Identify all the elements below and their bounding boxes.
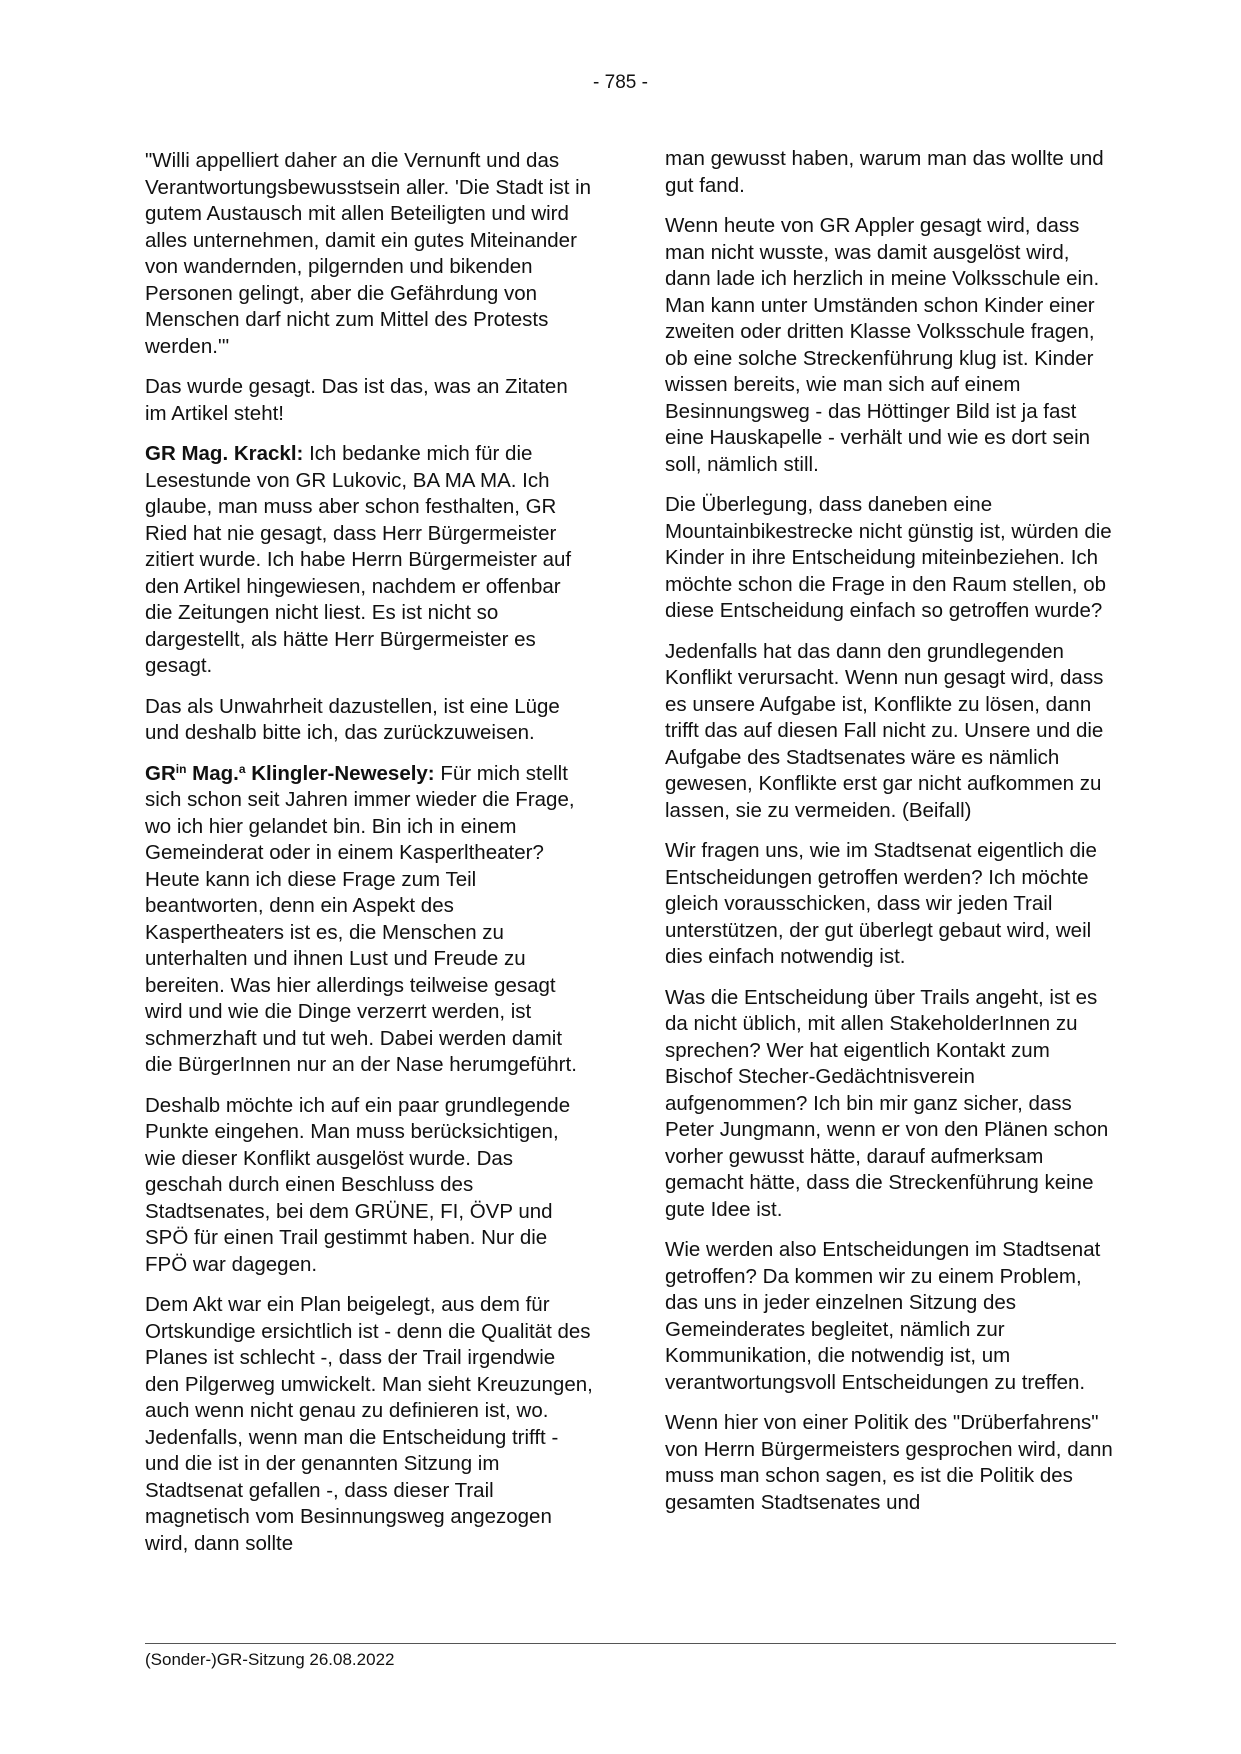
speaker-surname: Klingler-Newesely: bbox=[251, 761, 435, 785]
speaker-title-mag-suffix: a bbox=[238, 761, 246, 776]
speaker-title-gr: GR bbox=[145, 761, 176, 785]
speaker-title-gr-suffix: in bbox=[175, 761, 187, 776]
footer-session-date: (Sonder-)GR-Sitzung 26.08.2022 bbox=[145, 1650, 395, 1669]
paragraph: man gewusst haben, warum man das wollte und gut fand. bbox=[665, 147, 1104, 197]
paragraph: Wie werden also Entscheidungen im Stadtsenat getroffen? Da kommen wir zu einem Problem, das uns in jeder einzelnen Sitzung des Gemeinderates begleitet, nämlich zur Kommunikation, die notwendig ist, um verantwortungsvoll Entscheidungen zu treffen. bbox=[665, 1238, 1101, 1394]
page-number: - 785 - bbox=[593, 72, 648, 93]
paragraph: Die Überlegung, dass daneben eine Mountainbikestrecke nicht günstig ist, würden die Kinder in ihre Entscheidung miteinbeziehen. Ich möchte schon die Frage in den Raum stellen, ob diese Entscheidung einfach so getroffen wurde? bbox=[665, 493, 1112, 622]
right-column bbox=[665, 146, 1113, 1530]
paragraph: Das als Unwahrheit dazustellen, ist eine Lüge und deshalb bitte ich, das zurückzuweisen. bbox=[145, 694, 560, 744]
footer-divider bbox=[145, 1643, 1116, 1644]
speaker-name: GR Mag. Krackl: bbox=[145, 442, 304, 465]
paragraph: Was die Entscheidung über Trails angeht, ist es da nicht üblich, mit allen StakeholderInnen zu sprechen? Wer hat eigentlich Kontakt zum Bischof Stecher-Gedächtnisverein aufgenommen? Ich bin mir ganz sicher, dass Peter Jungmann, wenn er von den Plänen schon vorher gewusst hätte, darauf aufmerksam gemacht hätte, dass die Streckenführung keine gute Idee ist. bbox=[665, 985, 1109, 1221]
speech-text: Ich bedanke mich für die Lesestunde von GR Lukovic, BA MA MA. Ich glaube, man muss aber schon festhalten, GR Ried hat nie gesagt, dass Herr Bürgermeister zitiert wurde. Ich habe Herrn Bürgermeister auf den Artikel hingewiesen, nachdem er offenbar die Zeitungen nicht liest. Es ist nicht so dargestellt, als hätte Herr Bürgermeister es gesagt. bbox=[145, 442, 572, 677]
left-column bbox=[145, 148, 593, 1571]
speech-krackl bbox=[145, 441, 593, 680]
paragraph: Jedenfalls hat das dann den grundlegenden Konflikt verursacht. Wenn nun gesagt wird, dass es unsere Aufgabe ist, Konflikte zu lösen, dann trifft das auf diesen Fall nicht zu. Unsere und die Aufgabe des Stadtsenates wäre es nämlich gewesen, Konflikte erst gar nicht aufkommen zu lassen, sie zu vermeiden. (Beifall) bbox=[665, 639, 1104, 822]
speech-klingler-newesely bbox=[145, 761, 593, 1079]
paragraph: Wenn hier von einer Politik des "Drüberfahrens" von Herrn Bürgermeisters gesprochen wird, dann muss man schon sagen, es ist die Politik des gesamten Stadtsenates und bbox=[665, 1411, 1113, 1514]
speech-text: Für mich stellt sich schon seit Jahren immer wieder die Frage, wo ich hier gelandet bin. Bin ich in einem Gemeinderat oder in einem Kasperltheater? Heute kann ich diese Frage zum Teil beantworten, denn ein Aspekt des Kaspertheaters ist es, die Menschen zu unterhalten und ihnen Lust und Freude zu bereiten. Was hier allerdings teilweise gesagt wird und wie die Dinge verzerrt werden, ist schmerzhaft und tut weh. Dabei werden damit die BürgerInnen nur an der Nase herumgeführt. bbox=[145, 761, 577, 1076]
speaker-name bbox=[145, 762, 435, 785]
paragraph: Deshalb möchte ich auf ein paar grundlegende Punkte eingehen. Man muss berücksichtigen, wie dieser Konflikt ausgelöst wurde. Das geschah durch einen Beschluss des Stadtsenates, bei dem GRÜNE, FI, ÖVP und SPÖ für einen Trail gestimmt haben. Nur die FPÖ war dagegen. bbox=[145, 1093, 571, 1276]
speaker-title-mag: Mag. bbox=[192, 761, 239, 785]
paragraph: Dem Akt war ein Plan beigelegt, aus dem für Ortskundige ersichtlich ist - denn die Qualität des Planes ist schlecht -, dass der Trail irgendwie den Pilgerweg umwickelt. Man sieht Kreuzungen, auch wenn nicht genau zu definieren ist, wo. Jedenfalls, wenn man die Entscheidung trifft - und die ist in der genannten Sitzung im Stadtsenat gefallen -, dass dieser Trail magnetisch vom Besinnungsweg angezogen wird, dann sollte bbox=[145, 1293, 593, 1555]
paragraph: Das wurde gesagt. Das ist das, was an Zitaten im Artikel steht! bbox=[145, 375, 568, 425]
paragraph: Wenn heute von GR Appler gesagt wird, dass man nicht wusste, was damit ausgelöst wird, dann lade ich herzlich in meine Volksschule ein. Man kann unter Umständen schon Kinder einer zweiten oder dritten Klasse Volksschule fragen, ob eine solche Streckenführung klug ist. Kinder wissen bereits, wie man sich auf einem Besinnungsweg - das Höttinger Bild ist ja fast eine Hauskapelle - verhält und wie es dort sein soll, nämlich still. bbox=[665, 214, 1100, 476]
paragraph: Wir fragen uns, wie im Stadtsenat eigentlich die Entscheidungen getroffen werden? Ich möchte gleich vorausschicken, dass wir jeden Trail unterstützen, der gut überlegt gebaut wird, weil dies einfach notwendig ist. bbox=[665, 839, 1097, 968]
quote-paragraph: "Willi appelliert daher an die Vernunft und das Verantwortungsbewusstsein aller. 'Die Stadt ist in gutem Austausch mit allen Beteiligten und wird alles unternehmen, damit ein gutes Miteinander von wandernden, pilgernden und bikenden Personen gelingt, aber die Gefährdung von Menschen darf nicht zum Mittel des Protests werden.'" bbox=[145, 149, 592, 358]
